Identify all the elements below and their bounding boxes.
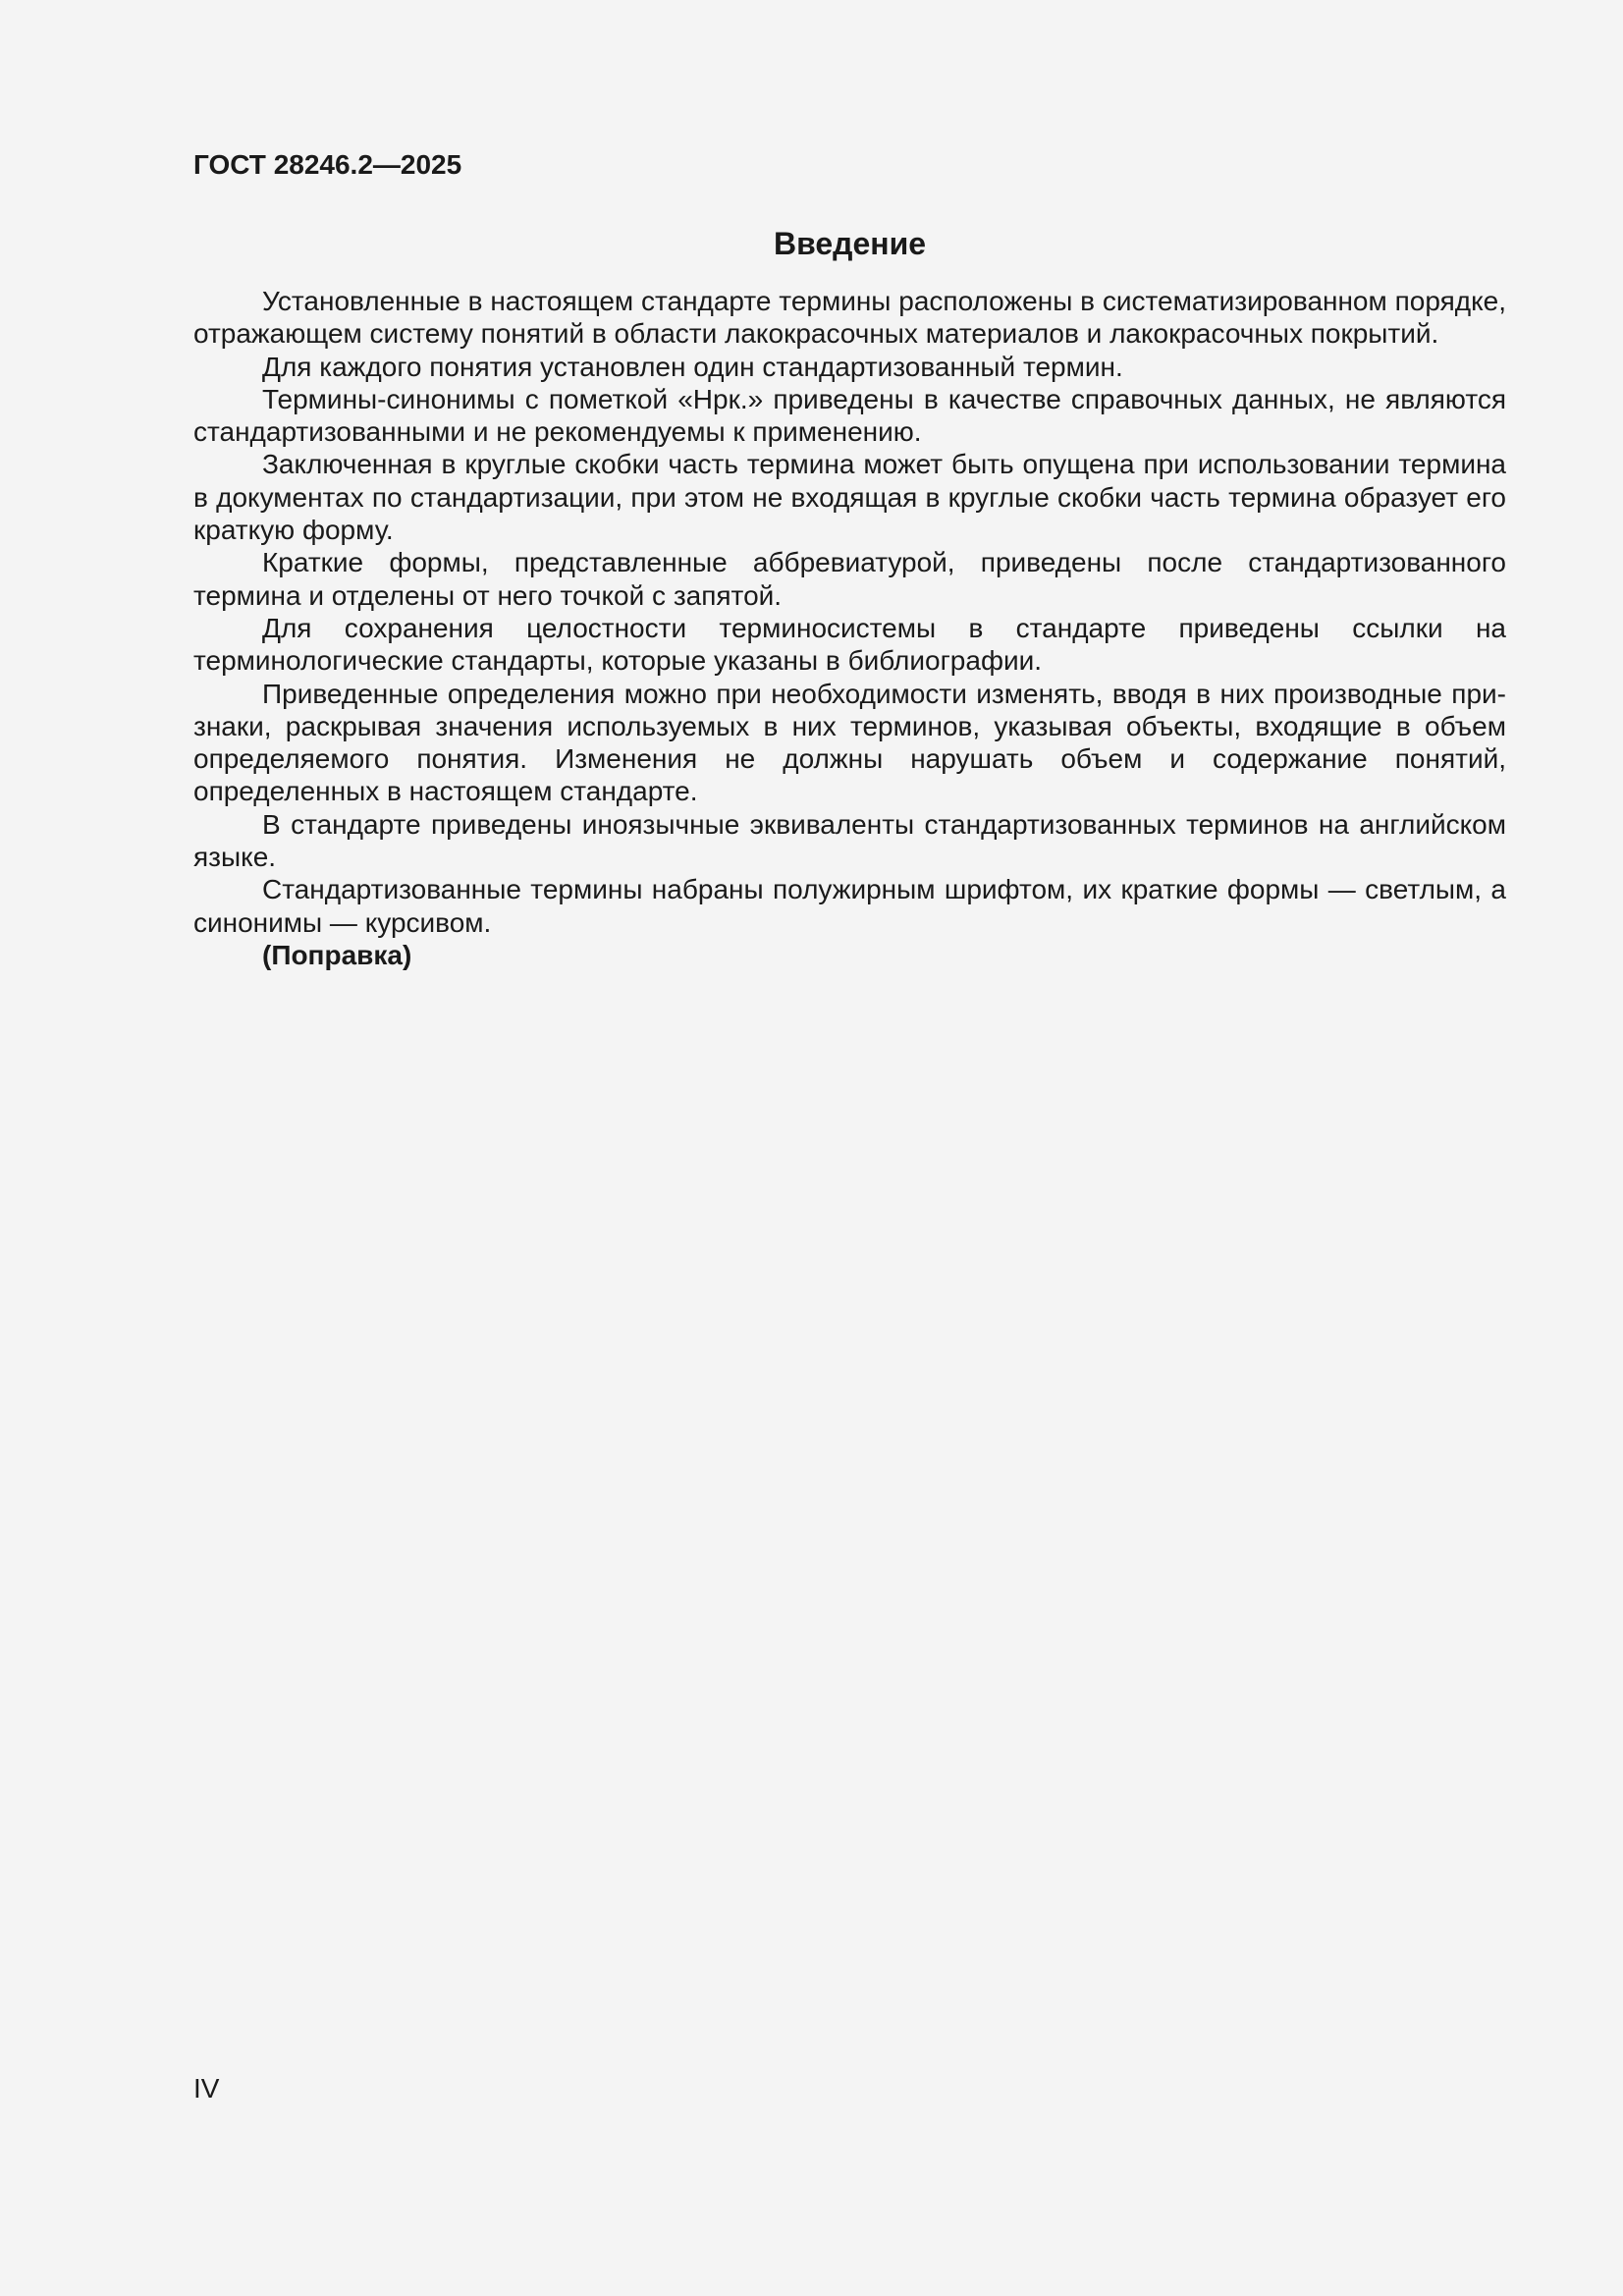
paragraph: Стандартизованные термины набраны полужирным шрифтом, их краткие формы — светлым, а синонимы — курсивом. bbox=[193, 874, 1506, 938]
body-text bbox=[193, 285, 1506, 971]
document-code: ГОСТ 28246.2—2025 bbox=[193, 149, 462, 180]
paragraph: Краткие формы, представленные аббревиатурой, приведены после стандартизованного термина и отделены от него точкой с запятой. bbox=[193, 547, 1506, 611]
paragraph: Для каждого понятия установлен один стандартизованный термин. bbox=[262, 351, 1123, 382]
page-number: IV bbox=[193, 2073, 220, 2104]
paragraph: Термины-синонимы с пометкой «Нрк.» приведены в качестве справочных данных, не являются стандартизованными и не рекомендуемы к применению. bbox=[193, 383, 1506, 448]
paragraph: Установленные в настоящем стандарте термины расположены в систематизированном порядке, отражающем систему понятий в области лакокрасочных материалов и лакокрасочных покрытий. bbox=[193, 286, 1506, 350]
paragraph: Для сохранения целостности терминосистемы в стандарте приведены ссылки на терминологические стандарты, которые указаны в библиографии. bbox=[193, 612, 1506, 677]
paragraph: Приведенные определения можно при необходимости изменять, вводя в них производные признаки, раскрывая значения используемых в них терминов, указывая объекты, входящие в объем определяемого понятия. Изменения не должны нарушать объем и содержание понятий, определенных в настоящем стандарте. bbox=[193, 678, 1506, 807]
paragraph: Заключенная в круглые скобки часть термина может быть опущена при использовании термина в документах по стандартизации, при этом не входящая в круглые скобки часть термина образует его краткую форму. bbox=[193, 449, 1506, 546]
paragraph: В стандарте приведены иноязычные эквиваленты стандартизованных терминов на английском языке. bbox=[193, 808, 1506, 873]
correction-note: (Поправка) bbox=[262, 939, 412, 970]
section-title: Введение bbox=[773, 226, 927, 261]
